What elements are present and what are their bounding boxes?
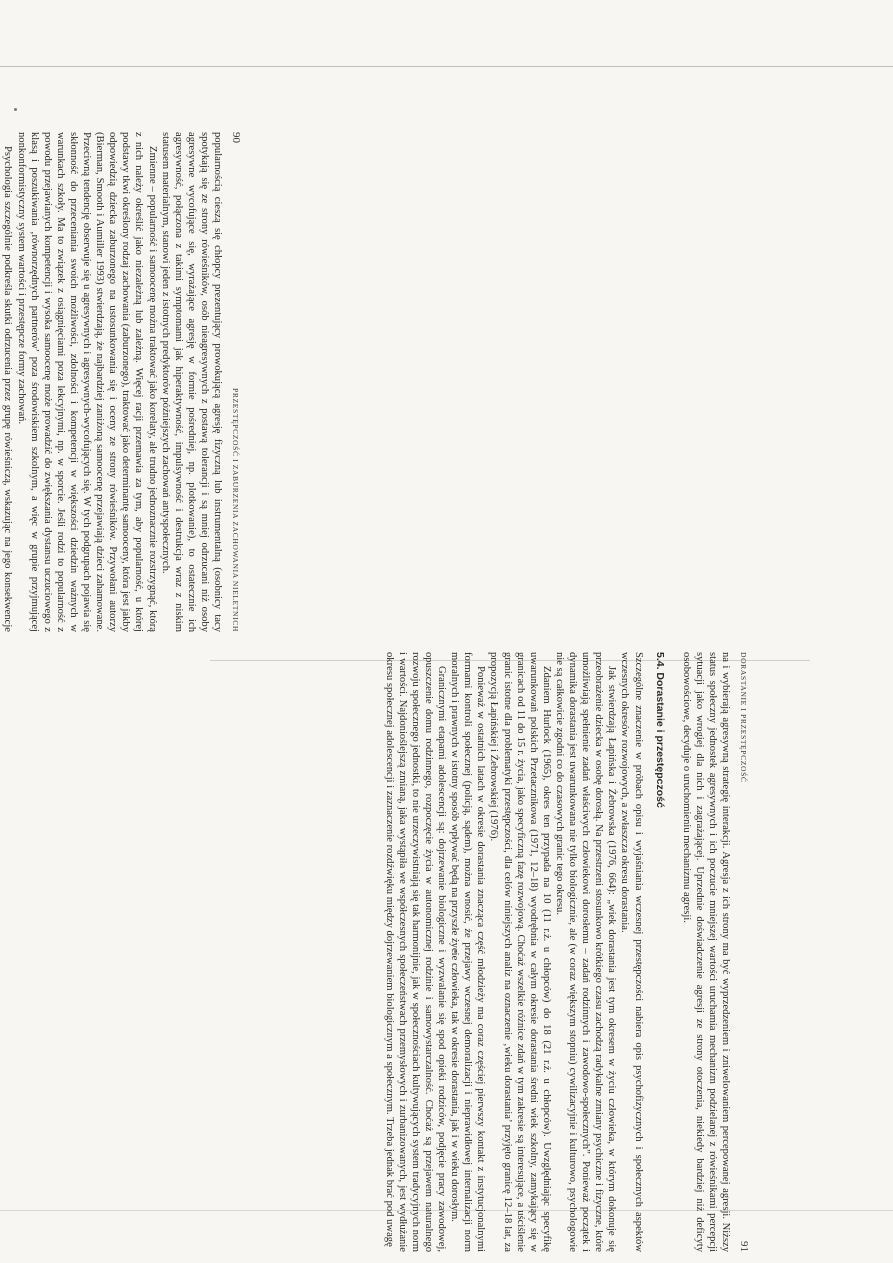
scan-speck bbox=[14, 108, 17, 111]
page-90-body bbox=[0, 132, 224, 632]
page-91 bbox=[250, 652, 750, 1252]
body-paragraph: Psychologia szczególnie podkreśla skutki odrzucenia przez grupę rówieśniczą, wskazując na jego konsekwencje bbox=[2, 146, 14, 632]
body-paragraph: Zmienne – popularność i samoocenę można traktować jako korelaty, ale trudno jednoznacznie rozstrzygnąć, którą z nich należy określić jako niezależną lub zależną. Więcej racji przemawia za tym, aby popularność, u której podstawy tkwi określony rodzaj zachowania (zaburzonego), traktować jako determinantę samooceny, która jest jakby odpowiedzią dziecka zaburzonego na ustosunkowania się i oceny ze strony rówieśników. Przywołani autorzy (Bierman, Smooth i Aumiller 1993) stwierdzają, że najbardziej zaniżoną samoocenę przejawiają dzieci zahamowane. Przeciwną tendencję obserwuje się u agresywnych i agresywnych-wycofujących się. W tych podgrupach pojawia się skłonność do przeceniania swoich możliwości, zdolności i kompetencji w większości dziedzin ważnych w warunkach szkoły. Ma to związek z osiągnięciami poza lekcyjnymi, np. w sporcie. Jeśli rodzi to popularność z powodu przejawianych kompetencji i wysoka samoocenę może prowadzić do zwiększania dystansu uczuciowego z klasą i poszukiwania ‚równorzędnych partnerów’ poza środowiskiem szkolnym, a więc w grupie przyjmującej nonkonformistyczny system wartości i przestępcze formy zachowań. bbox=[15, 132, 158, 632]
page-91-body bbox=[383, 652, 732, 1252]
page-number: 90 bbox=[230, 132, 242, 143]
body-paragraph: Szczególne znaczenie w próbach opisu i wyjaśniania wczesnej przestępczości nabiera opis psychofizycznych i społecznych aspektów wczesnych okresów rozwojowych, a zwłaszcza okresu dorastania. bbox=[619, 652, 644, 1252]
body-paragraph: na i wybierają agresywną strategię interakcji. Agresja z ich strony ma być wyprzedzeniem i zniwelowaniem percepowanej agresji. Niższy status społeczny jednostek agresywnych i ich poczucie mniejszej wartości uruchamia mechanizm podzielanej z rówieśnikami percepcji sytuacji jako wrogiej dla nich i zagrażającej. Uprzednie doświadczenie agresji ze strony otoczenia, niekiedy bardziej niż deficyty osobowościowe, decyduje o uruchomieniu mechanizmu agresji. bbox=[680, 652, 731, 1252]
page-91-header bbox=[732, 652, 750, 1252]
body-paragraph: Zdaniem Hurlock (1965), okres ten przypada na 10 (11 r.ż. u chłopców) do 18 (21 r.ż. u chłopców). Uwzględniając specyfikę uwarunkowań polskich Przetacznikowa (1971, 12–18) wyodrębnia w całym okresie dorastania średni wiek szkolny, zamykający się w granicach od 11 do 15 r. życia, jako specyficzną fazę rozwojową. Choćaż wszelkie różnice zdań w tym zakresie są interesujące, a uściślenie granic istotne dla problematyki przestępczości, dla celów niniejszych analiz na oznaczenie ‚wieku dorastania’ przyjęto granicę 12–18 lat, za propozycją Łapińskiej i Żebrowskiej (1976). bbox=[488, 652, 552, 1252]
page-90 bbox=[2, 132, 242, 632]
running-head: PRZESTĘPCZOŚĆ I ZABURZENIA ZACHOWANIA NIELETNICH bbox=[231, 388, 240, 632]
body-paragraph: Granicznymi etapami adolescencji są: dojrzewanie biologiczne i wyzwalanie się spod opieki rodziców, podjęcie pracy zawodowej, opuszczenie domu rodzinnego, rozpoczęcie życia w autonomicznej rodzinie i samowystarczalność. Choćaż są przejawem naturalnego rozwoju społecznego jednostki, to nie urzeczywistniają się tak harmonijnie, jak w społecznościach kultywujących system tradycyjnych norm i wartości. Najdonioślejszą zmianą, jaka wystąpiła we współczesnych społeczeństwach przemysłowych i zurbanizowanych, jest wydłużanie okresu społecznej adolescencji i zaznaczenie rozdźwięku między dojrzewaniem biologicznym a społecznym. Trzeba jednak brać pod uwagę bbox=[383, 652, 448, 1252]
page-number: 91 bbox=[738, 1241, 750, 1252]
page-90-header bbox=[224, 132, 242, 632]
running-head: DORASTANIE I PRZESTĘPCZOŚĆ bbox=[739, 652, 748, 783]
body-paragraph: Ponieważ w ostatnich latach w okresie dorastania znacząca część młodzieży ma coraz częściej pierwszy kontakt z instytucjonalnymi formami kontroli społecznej (policją, sądem), można wnosić, że przejawy wczesnej demoralizacji i nieprawidłowej internalizacji norm moralnych i prawnych w istotny sposób wpływać będą na przyszłe życie człowieka, tak w okresie dorastania, jak i w wieku dorosłym. bbox=[449, 652, 487, 1252]
body-paragraph: Jak stwierdzają Łapińska i Żebrowska (1976, 664): „wiek dorastania jest tym okresem w życiu człowieka, w którym dokonuje się przeobrażenie dziecka w osobę dorosłą. Na przestrzeni stosunkowo krótkiego czasu zachodzą radykalne zmiany psychiczne i fizyczne, które umożliwiają spełnienie zadań właściwych człowiekowi dorosłemu – zadań rodzinnych i zawodowo-społecznych”. Ponieważ początek i dynamika dorastania jest uwarunkowana nie tylko biologicznie, ale (w coraz większym stopniu) cywilizacyjnie i kulturowo, psychologowie nie są całkowicie zgodni co do czasowych granic tego okresu. bbox=[553, 652, 618, 1252]
scan-edge-top bbox=[0, 66, 893, 67]
section-heading: 5.4. Dorastanie i przestępczość bbox=[653, 652, 666, 808]
body-paragraph: popularnością cieszą się chłopcy prezentujący prowokującą agresję fizyczną lub instrumentalną (osobnicy tacy spotykają się ze strony rówieśników, osób nieagresywnych z postawą tolerancji i są mniej odrzucani niż osoby agresywne wycofujące się, wyrażające agresję w formie pośredniej, np. plotkowanie), to ostatecznie ich agresywność, połączona z takimi symptomami jak hiperaktywność, impulsywność i destrukcja wraz z niskim statusem materialnym, stanowi jeden z istotnych predyktorów późniejszych zachowań antyspołecznych. bbox=[159, 132, 223, 632]
